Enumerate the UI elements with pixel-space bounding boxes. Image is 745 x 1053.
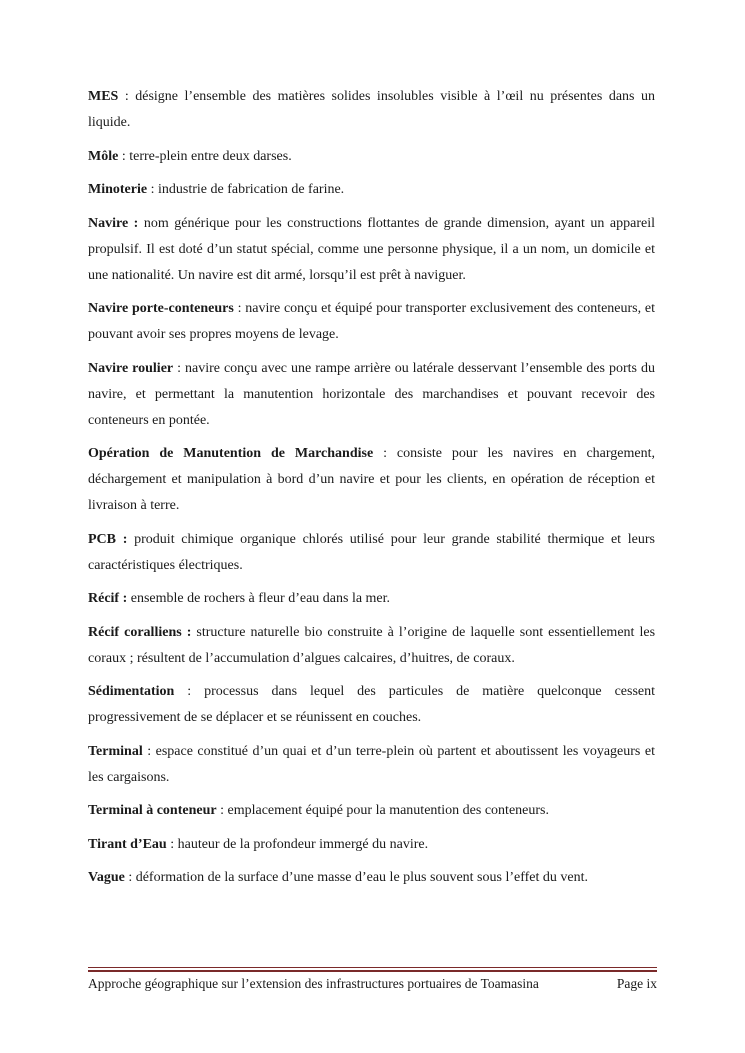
glossary-definition: : processus dans lequel des particules de matière quelconque cessent progressivement de se déplacer et se réunissent en couches. bbox=[88, 684, 655, 725]
footer-rule-thick bbox=[88, 970, 657, 972]
glossary-definition: : emplacement équipé pour la manutention des conteneurs. bbox=[216, 803, 549, 818]
glossary-definition: structure naturelle bio construite à l’origine de laquelle sont essentiellement les coraux ; résultent de l’accumulation d’algues calcaires, d’huitres, de coraux. bbox=[88, 624, 656, 666]
glossary-entry bbox=[88, 586, 655, 612]
glossary-definition: : espace constitué d’un quai et d’un terre-plein où partent et aboutissent les voyageurs et les cargaisons. bbox=[88, 743, 655, 785]
glossary-entry bbox=[88, 679, 655, 731]
glossary-term: Vague bbox=[88, 870, 125, 885]
glossary-entry bbox=[88, 527, 655, 579]
footer-title: Approche géographique sur l’extension des infrastructures portuaires de Toamasina bbox=[88, 976, 539, 991]
glossary-term: Navire porte-conteneurs bbox=[88, 301, 234, 316]
glossary-entry bbox=[88, 798, 655, 824]
glossary-entry bbox=[88, 832, 655, 858]
glossary-term: Récif : bbox=[88, 591, 128, 606]
glossary-definition: : industrie de fabrication de farine. bbox=[147, 182, 345, 197]
glossary-term: Minoterie bbox=[88, 182, 148, 197]
glossary-entry bbox=[88, 296, 655, 348]
glossary-entry bbox=[88, 211, 655, 289]
glossary-definition: : consiste pour les navires en chargement, déchargement et manipulation à bord d’un navire et pour les clients, en opération de réception et livraison à terre. bbox=[88, 446, 655, 513]
glossary-definition: : terre-plein entre deux darses. bbox=[118, 148, 292, 164]
glossary-entry bbox=[88, 441, 655, 519]
glossary bbox=[88, 84, 655, 899]
footer-divider bbox=[88, 967, 657, 972]
glossary-entry bbox=[88, 739, 655, 791]
glossary-definition: : déformation de la surface d’une masse d’eau le plus souvent sous l’effet du vent. bbox=[124, 870, 588, 885]
glossary-term: Tirant d’Eau bbox=[88, 836, 167, 852]
glossary-term: Navire : bbox=[88, 215, 139, 231]
glossary-term: Môle bbox=[88, 148, 119, 164]
glossary-term: Terminal bbox=[88, 743, 143, 759]
glossary-term: Sédimentation bbox=[88, 684, 175, 699]
glossary-definition: produit chimique organique chlorés utilisé pour leur grande stabilité thermique et leurs caractéristiques électriques. bbox=[88, 531, 655, 573]
glossary-term: PCB : bbox=[88, 531, 128, 547]
glossary-definition: nom générique pour les constructions flottantes de grande dimension, ayant un appareil propulsif. Il est doté d’un statut spécial, comme une personne physique, il a un nom, un domicile et une nationalité. Un navire est dit armé, lorsqu’il est prêt à naviguer. bbox=[88, 215, 655, 283]
glossary-term: Navire roulier bbox=[88, 360, 174, 376]
glossary-term: MES bbox=[88, 89, 119, 104]
page-number: Page ix bbox=[616, 976, 657, 991]
glossary-entry bbox=[88, 865, 655, 891]
glossary-entry bbox=[88, 620, 655, 672]
glossary-definition: : hauteur de la profondeur immergé du navire. bbox=[166, 836, 429, 852]
glossary-definition: : navire conçu et équipé pour transporter exclusivement des conteneurs, et pouvant avoir ses propres moyens de levage. bbox=[88, 301, 655, 342]
glossary-entry bbox=[88, 356, 655, 434]
glossary-entry bbox=[88, 144, 655, 170]
glossary-term: Opération de Manutention de Marchandise bbox=[88, 446, 374, 461]
glossary-entry bbox=[88, 84, 655, 136]
glossary-term: Terminal à conteneur bbox=[88, 803, 217, 818]
glossary-term: Récif coralliens : bbox=[88, 624, 192, 640]
page-footer bbox=[88, 974, 657, 994]
glossary-definition: : navire conçu avec une rampe arrière ou latérale desservant l’ensemble des ports du navire, et permettant la manutention horizontale des marchandises et pouvant recevoir des conteneurs en pontée. bbox=[88, 360, 655, 428]
glossary-entry bbox=[88, 177, 655, 203]
glossary-definition: : désigne l’ensemble des matières solides insolubles visible à l’œil nu présentes dans un liquide. bbox=[88, 89, 655, 130]
glossary-definition: ensemble de rochers à fleur d’eau dans la mer. bbox=[127, 591, 391, 606]
